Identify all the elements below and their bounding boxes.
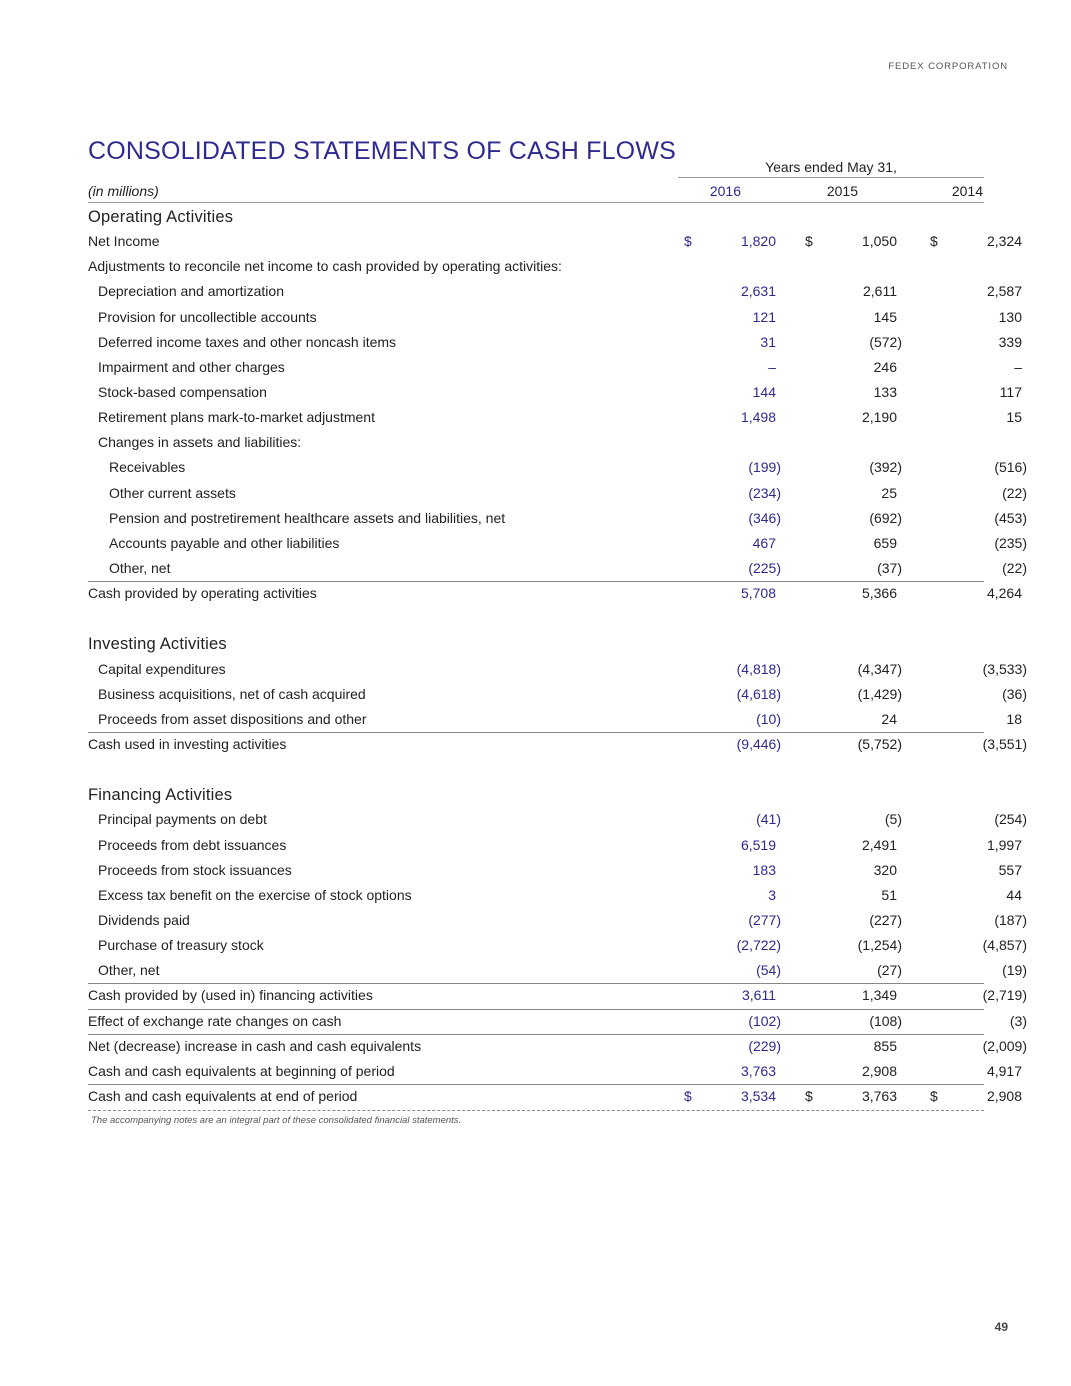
value-number: 1,820 xyxy=(740,233,776,250)
value-number: (37) xyxy=(877,559,902,576)
value-number: 4,917 xyxy=(986,1062,1022,1079)
table-row xyxy=(88,305,1022,330)
table-row xyxy=(88,807,1027,832)
row-label: Impairment and other charges xyxy=(98,358,285,375)
table-row xyxy=(88,958,1027,983)
value-number: (227) xyxy=(869,911,902,928)
value-number: 2,324 xyxy=(986,233,1022,250)
value-number: (3) xyxy=(1009,1012,1027,1029)
value-number: (9,446) xyxy=(736,735,781,752)
row-label: Net Income xyxy=(88,233,160,250)
value-number: 25 xyxy=(881,484,897,501)
value-number: 121 xyxy=(752,308,776,325)
row-label: Net (decrease) increase in cash and cash equivalents xyxy=(88,1037,422,1054)
row-label: Operating Activities xyxy=(88,208,234,226)
value-number: 1,997 xyxy=(986,836,1022,853)
table-row xyxy=(88,983,1027,1008)
table-row xyxy=(88,833,1022,858)
column-header-row xyxy=(88,181,984,203)
row-label: Capital expenditures xyxy=(98,660,226,677)
value-number: (3,533) xyxy=(982,660,1027,677)
value-number: (235) xyxy=(994,534,1027,551)
value-number: 3 xyxy=(768,886,776,903)
table-row xyxy=(88,506,1027,531)
period-header: Years ended May 31, xyxy=(678,157,984,178)
value-number: 1,498 xyxy=(740,409,776,426)
value-number: 339 xyxy=(998,333,1022,350)
row-label: Cash used in investing activities xyxy=(88,735,287,752)
row-label: Cash provided by (used in) financing activities xyxy=(88,987,373,1004)
value-number: 24 xyxy=(881,710,897,727)
value-number: 183 xyxy=(752,861,776,878)
page-number: 49 xyxy=(994,1320,1008,1334)
table-row xyxy=(88,581,1022,606)
value-number: (234) xyxy=(748,484,781,501)
value-number: (27) xyxy=(877,962,902,979)
value-number: (3,551) xyxy=(982,735,1027,752)
value-number: 117 xyxy=(999,383,1022,400)
value-number: (4,347) xyxy=(857,660,902,677)
cash-flow-table xyxy=(88,204,1027,1109)
value-number: (4,618) xyxy=(736,685,781,702)
row-label: Deferred income taxes and other noncash items xyxy=(98,333,397,350)
table-row xyxy=(88,355,1022,380)
value-number: 145 xyxy=(873,308,897,325)
value-number: 2,190 xyxy=(861,409,897,426)
dollar-sign: $ xyxy=(930,233,938,250)
row-label: Purchase of treasury stock xyxy=(98,937,264,954)
value-number: (1,254) xyxy=(857,937,902,954)
year-2016-header: 2016 xyxy=(709,183,741,199)
table-row xyxy=(88,933,1027,958)
dollar-sign: $ xyxy=(805,1087,813,1104)
value-number: (4,818) xyxy=(736,660,781,677)
value-number: (22) xyxy=(1002,484,1027,501)
section-heading xyxy=(88,204,988,229)
value-number: 3,763 xyxy=(861,1087,897,1104)
value-number: (453) xyxy=(994,509,1027,526)
value-number: (187) xyxy=(994,911,1027,928)
value-number: (10) xyxy=(756,710,781,727)
row-label: Business acquisitions, net of cash acquired xyxy=(98,685,366,702)
row-label: Accounts payable and other liabilities xyxy=(109,534,340,551)
row-label: Pension and postretirement healthcare assets and liabilities, net xyxy=(109,509,506,526)
section-heading xyxy=(88,782,988,807)
row-label: Excess tax benefit on the exercise of stock options xyxy=(98,886,412,903)
value-number: 133 xyxy=(873,383,897,400)
table-row xyxy=(88,330,1022,355)
value-number: 2,631 xyxy=(740,283,776,300)
value-number: (5,752) xyxy=(857,735,902,752)
value-number: (1,429) xyxy=(857,685,902,702)
value-number: 467 xyxy=(752,534,776,551)
value-number: (22) xyxy=(1002,559,1027,576)
row-label: Principal payments on debt xyxy=(98,811,267,828)
value-number: 2,908 xyxy=(986,1087,1022,1104)
value-number: 130 xyxy=(998,308,1022,325)
row-label: Other, net xyxy=(109,559,171,576)
value-number: 31 xyxy=(760,333,776,350)
row-label: Other, net xyxy=(98,962,160,979)
value-number: 51 xyxy=(881,886,897,903)
units-label: (in millions) xyxy=(88,183,159,199)
row-label: Proceeds from asset dispositions and other xyxy=(98,710,367,727)
table-row xyxy=(88,732,1027,757)
value-number: 1,050 xyxy=(861,233,897,250)
value-number: 3,534 xyxy=(740,1087,776,1104)
row-label: Financing Activities xyxy=(88,786,233,805)
value-number: 2,908 xyxy=(861,1062,897,1079)
value-number: (346) xyxy=(748,509,781,526)
value-number: (4,857) xyxy=(982,937,1027,954)
value-number: 4,264 xyxy=(986,585,1022,602)
value-number: (41) xyxy=(756,811,781,828)
table-row xyxy=(88,1009,1027,1034)
value-number: 144 xyxy=(752,383,776,400)
table-row xyxy=(88,858,1022,883)
value-number: 557 xyxy=(998,861,1022,878)
spacer-row xyxy=(88,606,988,631)
dollar-sign: $ xyxy=(684,1087,692,1104)
row-label: Retirement plans mark-to-market adjustment xyxy=(98,409,375,426)
value-number: (516) xyxy=(994,459,1027,476)
row-label: Depreciation and amortization xyxy=(98,283,284,300)
row-label: Cash and cash equivalents at end of period xyxy=(88,1087,358,1104)
row-label: Stock-based compensation xyxy=(98,383,267,400)
value-number: 246 xyxy=(873,358,897,375)
row-label: Cash provided by operating activities xyxy=(88,585,317,602)
dollar-sign: $ xyxy=(930,1087,938,1104)
table-row xyxy=(88,430,988,455)
value-number: (572) xyxy=(869,333,902,350)
value-number: 855 xyxy=(873,1037,897,1054)
dollar-sign: $ xyxy=(805,233,813,250)
value-number: (254) xyxy=(994,811,1027,828)
value-number: (19) xyxy=(1002,962,1027,979)
value-number: (102) xyxy=(748,1012,781,1029)
value-number: (2,722) xyxy=(736,937,781,954)
row-label: Proceeds from debt issuances xyxy=(98,836,287,853)
table-row xyxy=(88,883,1022,908)
value-number: 15 xyxy=(1006,409,1022,426)
value-number: – xyxy=(1014,358,1022,375)
value-number: (36) xyxy=(1002,685,1027,702)
row-label: Proceeds from stock issuances xyxy=(98,861,292,878)
value-number: (2,009) xyxy=(982,1037,1027,1054)
table-row xyxy=(88,1059,1022,1084)
table-row xyxy=(88,556,1027,581)
value-number: 5,366 xyxy=(861,585,897,602)
year-2014-header: 2014 xyxy=(951,183,983,199)
value-number: 3,763 xyxy=(740,1062,776,1079)
value-number: 2,587 xyxy=(986,283,1022,300)
row-label: Receivables xyxy=(109,459,186,476)
value-number: – xyxy=(768,358,776,375)
year-2015-header: 2015 xyxy=(826,183,858,199)
spacer-row xyxy=(88,757,988,782)
footnote: The accompanying notes are an integral part of these consolidated financial statements. xyxy=(91,1115,462,1126)
value-number: 320 xyxy=(873,861,897,878)
value-number: (277) xyxy=(748,911,781,928)
company-header: FEDEX CORPORATION xyxy=(888,61,1008,72)
value-number: (229) xyxy=(748,1037,781,1054)
value-number: (225) xyxy=(748,559,781,576)
value-number: 18 xyxy=(1006,710,1022,727)
row-label: Other current assets xyxy=(109,484,236,501)
table-row xyxy=(88,455,1027,480)
row-label: Investing Activities xyxy=(88,635,227,654)
table-row xyxy=(88,279,1022,304)
table-row xyxy=(88,531,1027,556)
row-label: Changes in assets and liabilities: xyxy=(98,434,302,451)
table-row xyxy=(88,229,1022,254)
value-number: (692) xyxy=(869,509,902,526)
row-label: Adjustments to reconcile net income to cash provided by operating activities: xyxy=(88,258,562,275)
row-label: Dividends paid xyxy=(98,911,190,928)
value-number: 3,611 xyxy=(742,987,776,1004)
row-label: Cash and cash equivalents at beginning of period xyxy=(88,1062,395,1079)
table-row xyxy=(88,908,1027,933)
section-heading xyxy=(88,631,988,656)
value-number: (392) xyxy=(869,459,902,476)
table-row xyxy=(88,1034,1027,1059)
value-number: 2,611 xyxy=(863,283,897,300)
table-row xyxy=(88,682,1027,707)
table-row xyxy=(88,657,1027,682)
page-title: CONSOLIDATED STATEMENTS OF CASH FLOWS xyxy=(88,136,677,165)
value-number: (5) xyxy=(884,811,902,828)
dollar-sign: $ xyxy=(684,233,692,250)
value-number: (108) xyxy=(869,1012,902,1029)
value-number: (2,719) xyxy=(982,987,1027,1004)
value-number: 6,519 xyxy=(740,836,776,853)
row-label: Effect of exchange rate changes on cash xyxy=(88,1012,342,1029)
table-row xyxy=(88,380,1022,405)
value-number: 44 xyxy=(1006,886,1022,903)
row-label: Provision for uncollectible accounts xyxy=(98,308,317,325)
table-row xyxy=(88,254,988,279)
value-number: 2,491 xyxy=(861,836,897,853)
value-number: 1,349 xyxy=(861,987,897,1004)
table-row xyxy=(88,405,1022,430)
value-number: 5,708 xyxy=(740,585,776,602)
value-number: (199) xyxy=(748,459,781,476)
value-number: 659 xyxy=(873,534,897,551)
table-row xyxy=(88,481,1027,506)
value-number: (54) xyxy=(756,962,781,979)
table-row xyxy=(88,1084,1022,1109)
table-row xyxy=(88,707,1022,732)
